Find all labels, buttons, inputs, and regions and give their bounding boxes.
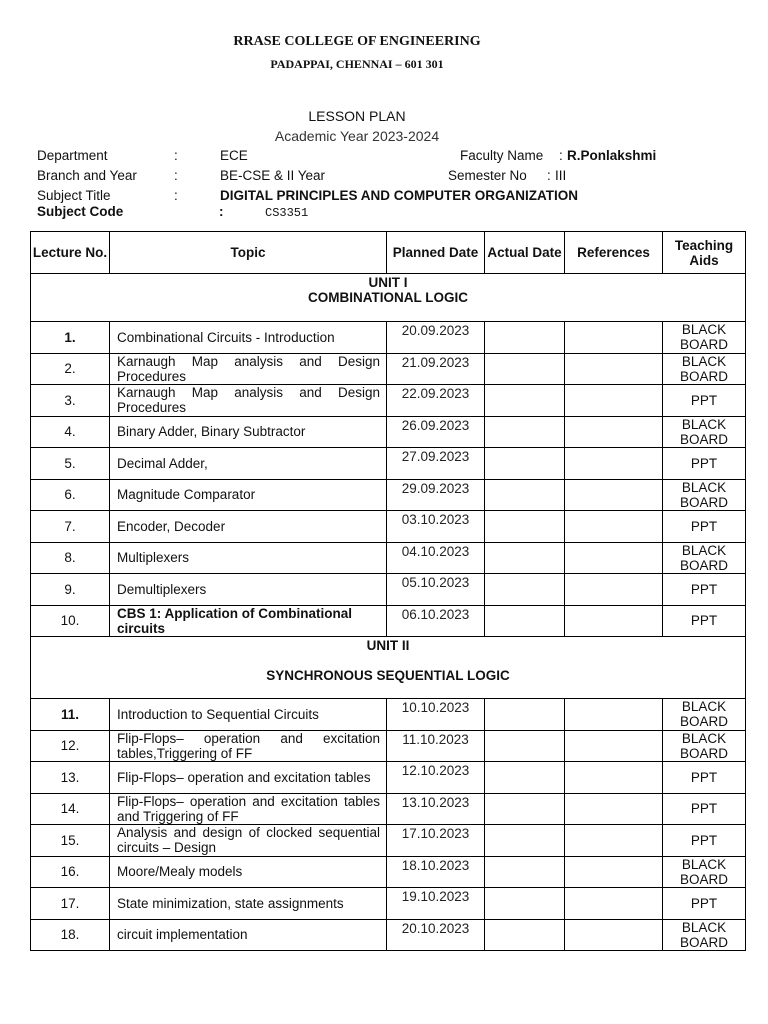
lecture-no-cell: 1. <box>31 322 110 354</box>
teaching-aid-cell: BLACK BOARD <box>663 730 746 762</box>
topic-cell: circuit implementation <box>110 919 387 951</box>
teaching-aid-cell: BLACK BOARD <box>663 856 746 888</box>
planned-date-cell: 27.09.2023 <box>387 448 485 480</box>
actual-date-cell <box>485 856 565 888</box>
table-row <box>31 793 746 825</box>
actual-date-cell <box>485 385 565 417</box>
unit-2-name: UNIT II <box>366 638 410 653</box>
actual-date-cell <box>485 353 565 385</box>
department-colon: : <box>174 148 178 163</box>
topic-cell: Binary Adder, Binary Subtractor <box>110 416 387 448</box>
lecture-no-cell: 12. <box>31 730 110 762</box>
references-cell <box>565 856 663 888</box>
department-label: Department <box>37 148 108 163</box>
lecture-no-cell: 7. <box>31 511 110 543</box>
references-cell <box>565 416 663 448</box>
table-row <box>31 479 746 511</box>
header-teaching-aids: Teaching Aids <box>663 232 746 274</box>
table-row <box>31 888 746 920</box>
department-value: ECE <box>220 148 248 163</box>
references-cell <box>565 322 663 354</box>
teaching-aid-cell: PPT <box>663 793 746 825</box>
header-topic: Topic <box>110 232 387 274</box>
lecture-no-cell: 3. <box>31 385 110 417</box>
planned-date-cell: 20.09.2023 <box>387 322 485 354</box>
lesson-plan-table <box>30 231 746 951</box>
planned-date-cell: 10.10.2023 <box>387 699 485 731</box>
planned-date-cell: 05.10.2023 <box>387 574 485 606</box>
document-title: LESSON PLAN <box>308 108 406 124</box>
planned-date-cell: 17.10.2023 <box>387 825 485 857</box>
subject-title-value: DIGITAL PRINCIPLES AND COMPUTER ORGANIZATION <box>220 188 579 203</box>
academic-year: Academic Year 2023-2024 <box>274 128 440 144</box>
actual-date-cell <box>485 699 565 731</box>
subject-title-label: Subject Title <box>37 188 111 203</box>
topic-cell: Introduction to Sequential Circuits <box>110 699 387 731</box>
teaching-aid-cell: PPT <box>663 574 746 606</box>
lecture-no-cell: 14. <box>31 793 110 825</box>
topic-cell: Analysis and design of clocked sequential circuits – Design <box>110 825 387 857</box>
planned-date-cell: 04.10.2023 <box>387 542 485 574</box>
unit-2-row <box>31 637 746 699</box>
header-references: References <box>565 232 663 274</box>
references-cell <box>565 448 663 480</box>
teaching-aid-cell: PPT <box>663 511 746 543</box>
actual-date-cell <box>485 448 565 480</box>
teaching-aid-cell: BLACK BOARD <box>663 479 746 511</box>
references-cell <box>565 574 663 606</box>
lecture-no-cell: 17. <box>31 888 110 920</box>
references-cell <box>565 919 663 951</box>
table-row <box>31 385 746 417</box>
actual-date-cell <box>485 542 565 574</box>
teaching-aid-cell: BLACK BOARD <box>663 416 746 448</box>
actual-date-cell <box>485 919 565 951</box>
lecture-no-cell: 6. <box>31 479 110 511</box>
teaching-aid-cell: PPT <box>663 888 746 920</box>
subject-code-colon: : <box>219 204 224 219</box>
lecture-no-cell: 18. <box>31 919 110 951</box>
semester-colon: : <box>547 168 551 183</box>
teaching-aid-cell: BLACK BOARD <box>663 322 746 354</box>
actual-date-cell <box>485 793 565 825</box>
table-row <box>31 730 746 762</box>
lecture-no-cell: 8. <box>31 542 110 574</box>
actual-date-cell <box>485 322 565 354</box>
table-row <box>31 825 746 857</box>
unit-1-name: UNIT I <box>368 275 408 290</box>
references-cell <box>565 888 663 920</box>
branch-colon: : <box>174 168 178 183</box>
actual-date-cell <box>485 762 565 794</box>
table-row <box>31 353 746 385</box>
teaching-aid-cell: PPT <box>663 762 746 794</box>
topic-cell: Karnaugh Map analysis and Design Procedures <box>110 385 387 417</box>
lecture-no-cell: 16. <box>31 856 110 888</box>
references-cell <box>565 385 663 417</box>
planned-date-cell: 21.09.2023 <box>387 353 485 385</box>
teaching-aid-cell: BLACK BOARD <box>663 542 746 574</box>
teaching-aid-cell: PPT <box>663 605 746 637</box>
subject-title-colon: : <box>174 188 178 203</box>
planned-date-cell: 13.10.2023 <box>387 793 485 825</box>
header-lecture-no: Lecture No. <box>31 232 110 274</box>
topic-cell: Flip-Flops– operation and excitation tables,Triggering of FF <box>110 730 387 762</box>
unit-2-title: SYNCHRONOUS SEQUENTIAL LOGIC <box>266 668 510 683</box>
college-address: PADAPPAI, CHENNAI – 601 301 <box>270 57 444 71</box>
table-row <box>31 762 746 794</box>
teaching-aid-cell: BLACK BOARD <box>663 919 746 951</box>
header-planned-date: Planned Date <box>387 232 485 274</box>
actual-date-cell <box>485 605 565 637</box>
planned-date-cell: 20.10.2023 <box>387 919 485 951</box>
topic-cell: Multiplexers <box>110 542 387 574</box>
table-row <box>31 919 746 951</box>
actual-date-cell <box>485 825 565 857</box>
faculty-label: Faculty Name <box>460 148 544 163</box>
actual-date-cell <box>485 416 565 448</box>
references-cell <box>565 762 663 794</box>
references-cell <box>565 730 663 762</box>
references-cell <box>565 511 663 543</box>
lecture-no-cell: 5. <box>31 448 110 480</box>
table-row <box>31 511 746 543</box>
unit-1-row <box>31 274 746 322</box>
semester-label: Semester No <box>448 168 527 183</box>
table-row <box>31 322 746 354</box>
planned-date-cell: 22.09.2023 <box>387 385 485 417</box>
table-header-row <box>31 232 746 274</box>
planned-date-cell: 29.09.2023 <box>387 479 485 511</box>
actual-date-cell <box>485 730 565 762</box>
unit-2-heading <box>31 637 746 699</box>
table-row <box>31 574 746 606</box>
teaching-aid-cell: PPT <box>663 385 746 417</box>
topic-cell: CBS 1: Application of Combinational circuits <box>110 605 387 637</box>
table-row <box>31 416 746 448</box>
table-row <box>31 856 746 888</box>
topic-cell: State minimization, state assignments <box>110 888 387 920</box>
planned-date-cell: 18.10.2023 <box>387 856 485 888</box>
planned-date-cell: 12.10.2023 <box>387 762 485 794</box>
references-cell <box>565 825 663 857</box>
topic-cell: Demultiplexers <box>110 574 387 606</box>
planned-date-cell: 26.09.2023 <box>387 416 485 448</box>
planned-date-cell: 03.10.2023 <box>387 511 485 543</box>
topic-cell: Moore/Mealy models <box>110 856 387 888</box>
lecture-no-cell: 13. <box>31 762 110 794</box>
table-row <box>31 699 746 731</box>
lecture-no-cell: 2. <box>31 353 110 385</box>
lecture-no-cell: 15. <box>31 825 110 857</box>
college-name: RRASE COLLEGE OF ENGINEERING <box>233 34 481 49</box>
semester-value: III <box>555 168 567 183</box>
subject-code-value: CS3351 <box>265 206 309 220</box>
table-row <box>31 448 746 480</box>
planned-date-cell: 19.10.2023 <box>387 888 485 920</box>
lecture-no-cell: 9. <box>31 574 110 606</box>
topic-cell: Flip-Flops– operation and excitation tables <box>110 762 387 794</box>
teaching-aid-cell: BLACK BOARD <box>663 353 746 385</box>
actual-date-cell <box>485 479 565 511</box>
lecture-no-cell: 11. <box>31 699 110 731</box>
topic-cell: Encoder, Decoder <box>110 511 387 543</box>
actual-date-cell <box>485 511 565 543</box>
branch-value: BE-CSE & II Year <box>220 168 326 183</box>
subject-code-label: Subject Code <box>37 204 124 219</box>
references-cell <box>565 542 663 574</box>
planned-date-cell: 06.10.2023 <box>387 605 485 637</box>
actual-date-cell <box>485 888 565 920</box>
topic-cell: Karnaugh Map analysis and Design Procedures <box>110 353 387 385</box>
table-row <box>31 542 746 574</box>
references-cell <box>565 793 663 825</box>
references-cell <box>565 605 663 637</box>
unit-1-title: COMBINATIONAL LOGIC <box>308 290 468 305</box>
references-cell <box>565 699 663 731</box>
teaching-aid-cell: BLACK BOARD <box>663 699 746 731</box>
references-cell <box>565 479 663 511</box>
teaching-aid-cell: PPT <box>663 825 746 857</box>
references-cell <box>565 353 663 385</box>
lecture-no-cell: 10. <box>31 605 110 637</box>
table-row <box>31 605 746 637</box>
branch-label: Branch and Year <box>37 168 137 183</box>
faculty-colon: : <box>559 148 563 163</box>
unit-1-heading <box>31 274 746 322</box>
lecture-no-cell: 4. <box>31 416 110 448</box>
topic-cell: Flip-Flops– operation and excitation tables and Triggering of FF <box>110 793 387 825</box>
header-actual-date: Actual Date <box>485 232 565 274</box>
planned-date-cell: 11.10.2023 <box>387 730 485 762</box>
teaching-aid-cell: PPT <box>663 448 746 480</box>
topic-cell: Combinational Circuits - Introduction <box>110 322 387 354</box>
topic-cell: Magnitude Comparator <box>110 479 387 511</box>
topic-cell: Decimal Adder, <box>110 448 387 480</box>
actual-date-cell <box>485 574 565 606</box>
faculty-value: R.Ponlakshmi <box>567 148 657 163</box>
